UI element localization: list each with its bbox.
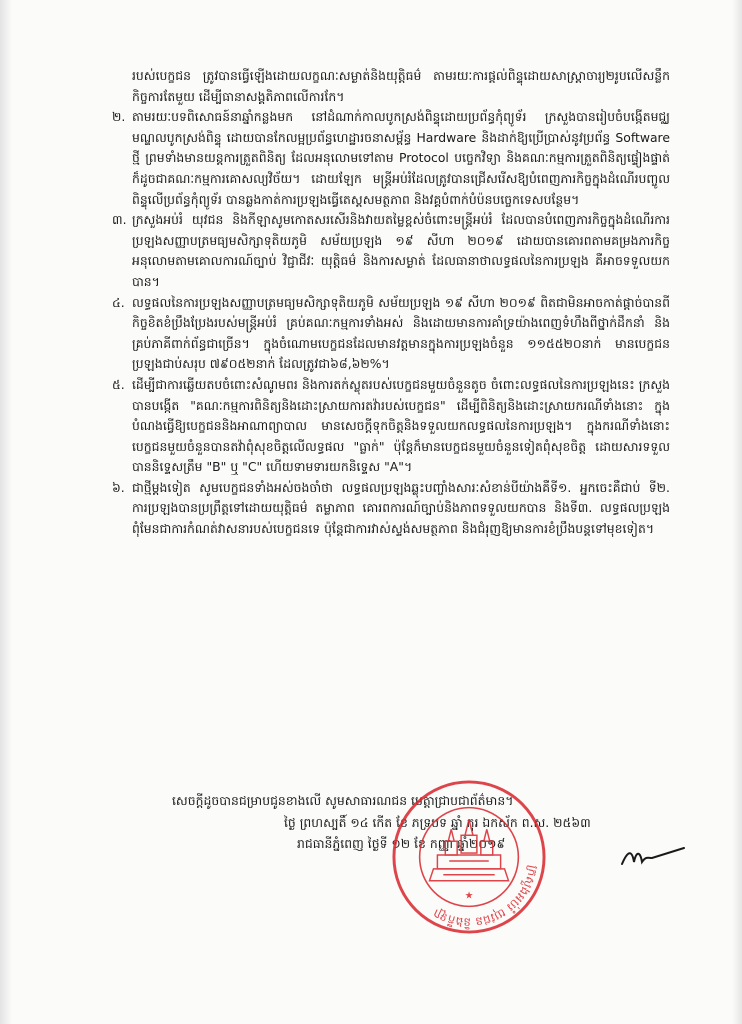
paragraph-number: ៤.: [112, 294, 125, 310]
paragraph-continuation: [92, 66, 670, 107]
paragraph-number: ៥.: [112, 376, 125, 392]
svg-text:ក្រសួងអប់រំ យុវជន និងកីឡា: [431, 864, 541, 930]
paragraph-text: តាមរយៈបទពិសោធន៍នាឆ្នាំកន្លងមក នៅដំណាក់កាលបូកស្រង់ពិន្ទុដោយប្រព័ន្ធកុំព្យូទ័រ ក្រសួងបានរៀបចំបង្កើតមជ្ឈមណ្ឌលបូកស្រង់ពិន្ទុ ដោយបានកែលម្អប្រព័ន្ធហេដ្ឋារចនាសម្ព័ន្ធ Hardware និងដាក់ឱ្យប្រើប្រាស់នូវប្រព័ន្ធ Software ថ្មី ព្រមទាំងមានយន្តការត្រួតពិនិត្យ ដែលអនុលោមទៅតាម Protocol បច្ចេកវិទ្យា និងគណៈកម្មការត្រួតពិនិត្យផ្ទៀងផ្ទាត់ ក៏ដូចជាគណៈកម្មការគោសល្យវិច័យ។ ដោយឡែក មន្ត្រីអប់រំដែលត្រូវបានជ្រើសរើសឱ្យបំពេញភារកិច្ចក្នុងដំណើរបញ្ចូលពិន្ទុលើប្រព័ន្ធកុំព្យូទ័រ បានឆ្លងកាត់ការប្រឡងធ្វើតេស្តសមត្ថភាព និងវគ្គបំពាក់បំប៉នបច្ចេកទេសបន្ថែម។: [132, 109, 670, 207]
temple-emblem-icon: [430, 819, 509, 880]
svg-text:★: ★: [464, 890, 474, 902]
lunar-date-line: ថ្ងៃ ព្រហស្បតិ៍ ១៤ កើត ខែ ភទ្របទ ឆ្នាំ កុរ ឯកស័ក ព.ស. ២៥៦៣: [284, 814, 591, 830]
official-seal-stamp: [390, 778, 548, 936]
seal-text: ក្រសួងអប់រំ យុវជន និងកីឡា: [430, 864, 541, 930]
place-date-line: រាជធានីភ្នំពេញ ថ្ងៃទី ១២ ខែ កញ្ញា ឆ្នាំ២០១៩: [297, 836, 506, 851]
paragraph-text: លទ្ធផលនៃការប្រឡងសញ្ញាបត្រមធ្យមសិក្សាទុតិយភូមិ សម័យប្រឡង ១៩ សីហា ២០១៩ ពិតជាមិនអាចកាត់ផ្តាច់បានពីកិច្ចខិតខំប្រឹងប្រែងរបស់មន្ត្រីអប់រំ គ្រប់គណៈកម្មការទាំងអស់ និងដោយមានការគាំទ្រយ៉ាងពេញទំហឹងពីថ្នាក់ដឹកនាំ និងគ្រប់ភាគីពាក់ព័ន្ធជាច្រើន។ ក្នុងចំណោមបេក្ខជនដែលមានវត្តមានក្នុងការប្រឡងចំនួន ១១៥៥២០នាក់ មានបេក្ខជនប្រឡងជាប់សរុប ៧៩០៥២នាក់ ដែលត្រូវជា៦៨,៦២%។: [132, 294, 670, 372]
document-body: [92, 66, 670, 540]
paragraph-number: ៦.: [112, 479, 125, 495]
paragraph-number: ២.: [112, 109, 126, 125]
paragraph-6: [92, 478, 670, 540]
paragraph-number: ៣.: [112, 212, 127, 228]
closing-statement: សេចក្ដីដូចបានជម្រាបជូនខាងលើ សូមសាធារណជន មេត្តាជ្រាបជាព័ត៌មាន។: [172, 793, 514, 808]
paragraph-text: ក្រសួងអប់រំ យុវជន និងកីឡាសូមកោតសរសើរនិងវាយតម្លៃខ្ពស់ចំពោះមន្ត្រីអប់រំ ដែលបានបំពេញភារកិច្ចក្នុងដំណើរការប្រឡងសញ្ញាបត្រមធ្យមសិក្សាទុតិយភូមិ សម័យប្រឡង ១៩ សីហា ២០១៩ ដោយបានគោរពតាមគម្រងភារកិច្ច អនុលោមតាមគោលការណ៍ច្បាប់ វិជ្ជាជីវៈ យុត្តិធម៌ និងការសម្ងាត់ ដែលធានាថាលទ្ធផលនៃការប្រឡង គឺអាចទទួលយកបាន។: [132, 212, 670, 289]
paragraph-text: ជាថ្មីម្តងទៀត សូមបេក្ខជនទាំងអស់ចងចាំថា លទ្ធផលប្រឡងឆ្លុះបញ្ចាំងសារៈសំខាន់បីយ៉ាងគឺទី១. អ្នកចេះគឺជាប់ ទី២. ការប្រឡងបានប្រព្រឹត្តទៅដោយយុត្តិធម៌ តម្លាភាព គោរពការណ៍ច្បាប់និងភាពទទួលយកបាន និងទី៣. លទ្ធផលប្រឡងពុំមែនជាការកំណត់វាសនារបស់បេក្ខជនទេ ប៉ុន្តែជាការវាស់ស្ទង់សមត្ថភាព និងជំរុញឱ្យមានការខំប្រឹងបន្តទៅមុខទៀត។: [132, 479, 670, 537]
page-shadow-left: [0, 0, 12, 1024]
page-shadow-right: [732, 0, 742, 1024]
paragraph-text: ដើម្បីជាការឆ្លើយតបចំពោះសំណូមពរ និងការតក់ស្លុតរបស់បេក្ខជនមួយចំនួនតូច ចំពោះលទ្ធផលនៃការប្រឡងនេះ ក្រសួងបានបង្កើត "គណៈកម្មការពិនិត្យនិងដោះស្រាយការតវ៉ារបស់បេក្ខជន" ដើម្បីពិនិត្យនិងដោះស្រាយករណីទាំងនោះ ក្នុងបំណងធ្វើឱ្យបេក្ខជននិងអាណាព្យាបាល មានសេចក្ដីទុកចិត្តនិងទទួលយកលទ្ធផលនៃការប្រឡង។ ក្នុងករណីទាំងនោះ បេក្ខជនមួយចំនួនបានតវ៉ាពុំសុខចិត្តលើលទ្ធផល "ធ្លាក់" ប៉ុន្តែក៏មានបេក្ខជនមួយចំនួនទៀតពុំសុខចិត្ត ដោយសារទទួលបាននិទ្ទេសត្រឹម "B" ឬ "C" ហើយទាមទារយកនិទ្ទេស "A"។: [132, 376, 670, 475]
handwritten-signature: [618, 838, 688, 872]
paragraph-4: [92, 293, 670, 375]
paragraph-2: [92, 107, 670, 210]
paragraph-5: [92, 375, 670, 478]
paragraph-3: [92, 210, 670, 292]
paragraph-text: របស់បេក្ខជន ត្រូវបានធ្វើឡើងដោយលក្ខណៈសម្ងាត់និងយុត្តិធម៌ តាមរយៈការផ្ដល់ពិន្ទុដោយសាស្ត្រាចារ្យ២រូបលើសន្លឹកកិច្ចការតែមួយ ដើម្បីធានាសង្គតិភាពលើការកែ។: [132, 68, 670, 104]
